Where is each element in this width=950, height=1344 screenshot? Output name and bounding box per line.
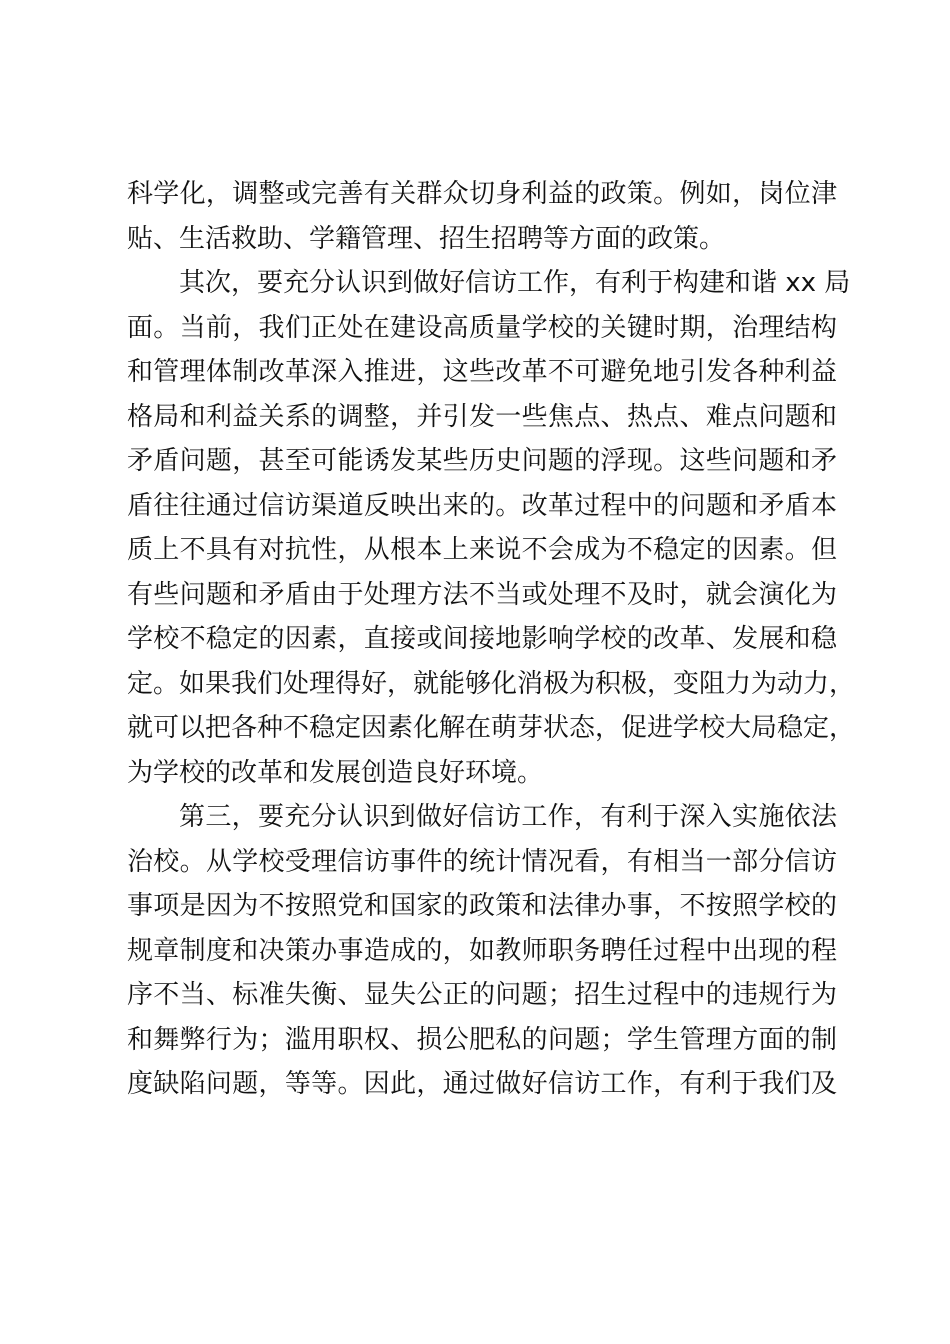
text-line: 质上不具有对抗性，从根本上来说不会成为不稳定的因素。但 bbox=[127, 535, 837, 565]
text-line: 有些问题和矛盾由于处理方法不当或处理不及时，就会演化为 bbox=[127, 579, 837, 610]
text-line: 定。如果我们处理得好，就能够化消极为积极，变阻力为动力， bbox=[127, 668, 856, 699]
text-line: 第三，要充分认识到做好信访工作，有利于深入实施依法 bbox=[179, 802, 837, 832]
paragraph-continuation bbox=[127, 172, 837, 261]
text-line: 治校。从学校受理信访事件的统计情况看，有相当一部分信访 bbox=[127, 846, 837, 877]
text-line: 就可以把各种不稳定因素化解在萌芽状态，促进学校大局稳定， bbox=[127, 713, 856, 743]
document-body bbox=[127, 172, 856, 1107]
text-line: 矛盾问题，甚至可能诱发某些历史问题的浮现。这些问题和矛 bbox=[127, 446, 837, 476]
paragraph-third bbox=[127, 795, 837, 1107]
text-line: 序不当、标准失衡、显失公正的问题；招生过程中的违规行为 bbox=[127, 980, 837, 1010]
text-line: 其次，要充分认识到做好信访工作，有利于构建和谐 xx 局 bbox=[179, 268, 851, 298]
text-line: 事项是因为不按照党和国家的政策和法律办事，不按照学校的 bbox=[127, 891, 837, 921]
paragraph-second bbox=[127, 261, 856, 795]
text-line: 学校不稳定的因素，直接或间接地影响学校的改革、发展和稳 bbox=[127, 624, 837, 654]
text-line: 贴、生活救助、学籍管理、招生招聘等方面的政策。 bbox=[127, 223, 726, 254]
text-line: 盾往往通过信访渠道反映出来的。改革过程中的问题和矛盾本 bbox=[127, 490, 837, 521]
text-line: 度缺陷问题，等等。因此，通过做好信访工作，有利于我们及 bbox=[127, 1069, 837, 1099]
text-line: 和管理体制改革深入推进，这些改革不可避免地引发各种利益 bbox=[127, 357, 837, 387]
text-line: 和舞弊行为；滥用职权、损公肥私的问题；学生管理方面的制 bbox=[127, 1024, 837, 1055]
text-line: 规章制度和决策办事造成的，如教师职务聘任过程中出现的程 bbox=[127, 935, 837, 966]
text-line: 面。当前，我们正处在建设高质量学校的关键时期，治理结构 bbox=[127, 312, 837, 343]
text-line: 科学化，调整或完善有关群众切身利益的政策。例如，岗位津 bbox=[127, 179, 837, 209]
text-line: 为学校的改革和发展创造良好环境。 bbox=[127, 757, 544, 788]
text-line: 格局和利益关系的调整，并引发一些焦点、热点、难点问题和 bbox=[127, 401, 837, 432]
